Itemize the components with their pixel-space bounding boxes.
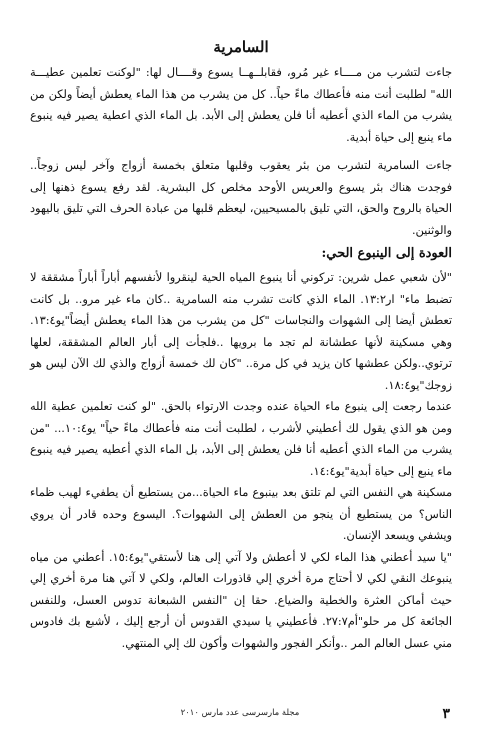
paragraph-3: "لأن شعبي عمل شرين: تركوني أنا ينبوع المياه الحية لينقروا لأنفسهم أباراً أباراً مشققة لا تضبط ماء" ار١٣:٢. الماء الذي كانت تشرب منه السامرية ..كان ماء غير مرو.. بل كانت تعطش أيضا إلى الشهوات والنجاسات "كل من يشرب من هذا الماء يعطش أيضاً"يو١٣:٤. وهي مسكينة لأنها عطشانة لم تجد ما برويها ..فلجأت إلى أبار العالم المشققة، لعلها ترتوي..ولكن عطشها كان يزيد في كل مرة.. "كان لك خمسة أزواج والذي لك الآن ليس هو زوجك"يو١٨:٤. — [30, 271, 452, 392]
paragraph-2: جاءت السامرية لتشرب من بئر يعقوب وقلبها متعلق بخمسة أزواج وآخر ليس زوجاً.. فوجدت هناك بئر يسوع والعريس الأوحد مخلص كل البشرية. لقد رفع يسوع ذهنها إلى الحياة بالروح والحق، التي تليق بالمسيحيين، ليعظم قلبها من عبادة الحرف التي تليق باليهود والوثنين. — [30, 159, 452, 237]
paragraph-4: عندما رجعت إلى ينبوع ماء الحياة عنده وجدت الارتواء بالحق. "لو كنت تعلمين عطية الله ومن هو الذي يقول لك أعطيني لأشرب ، لطلبت أنت منه فأعطاك ماءً حياً" يو١٠:٤... "من يشرب من الماء الذي أعطيه أنا فلن يعطش إلى الأبد، بل الماء الذي أعطيه يصير فيه ينبوع ماء ينبع إلى حياة أبدية"يو١٤:٤. — [30, 400, 452, 478]
paragraph-6: "يا سيد أعطني هذا الماء لكي لا أعطش ولا آتي إلى هنا لأستقي"يو١٥:٤. أعطني من مياه ينبوعك النقي لكي لا أحتاج مرة أخري إلي قاذورات العالم، ولكي لا آتي هنا مرة أخري إلي حيث أماكن العثرة والخطية والضياع. حقا إن "النفس الشبعانة تدوس العسل، وللنفس الجائعة كل مر حلو"أم٢٧:٧. فأعطيني يا سيدي القدوس أن أرجع إليك ، لأشبع بك فادوس مني عسل العالم المر ..وأنكر الفجور والشهوات وأكون لك إلي المنتهي. — [30, 550, 452, 650]
paragraph-1: جاءت لتشرب من مــــاء غير مُرو، فقابلــهــا يسوع وقــــال لها: "لوكنت تعلمين عطيـــة الله" لطلبت أنت منه فأعطاك ماءً حياً.. كل من يشرب من هذا الماء يعطش أيضاً ولكن من يشرب من الماء الذي أعطيه أنا فلن يعطش إلى الأبد. بل الماء الذي اعطية يصير فيه ينبوع ماء ينبع إلى حياة أبدية. — [30, 66, 452, 144]
footer-text: مجلة مارسرسی عدد مارس ٢٠١٠ — [180, 708, 300, 718]
page-footer — [30, 706, 450, 724]
paragraph-5: مسكينة هي النفس التي لم تلتق بعد بينبوع ماء الحياة...من يستطيع أن يطفيء لهيب ظماء الناس؟ من يستطيع أن ينجو من العطش إلى الشهوات؟. اليسوع وحده قادر أن يروي ويشفي ويسعد الإنسان. — [30, 486, 452, 542]
section-heading: العودة إلى الينبوع الحي: — [321, 246, 452, 261]
page-title: السامرية — [213, 38, 269, 56]
page-number: ٣ — [442, 706, 450, 722]
